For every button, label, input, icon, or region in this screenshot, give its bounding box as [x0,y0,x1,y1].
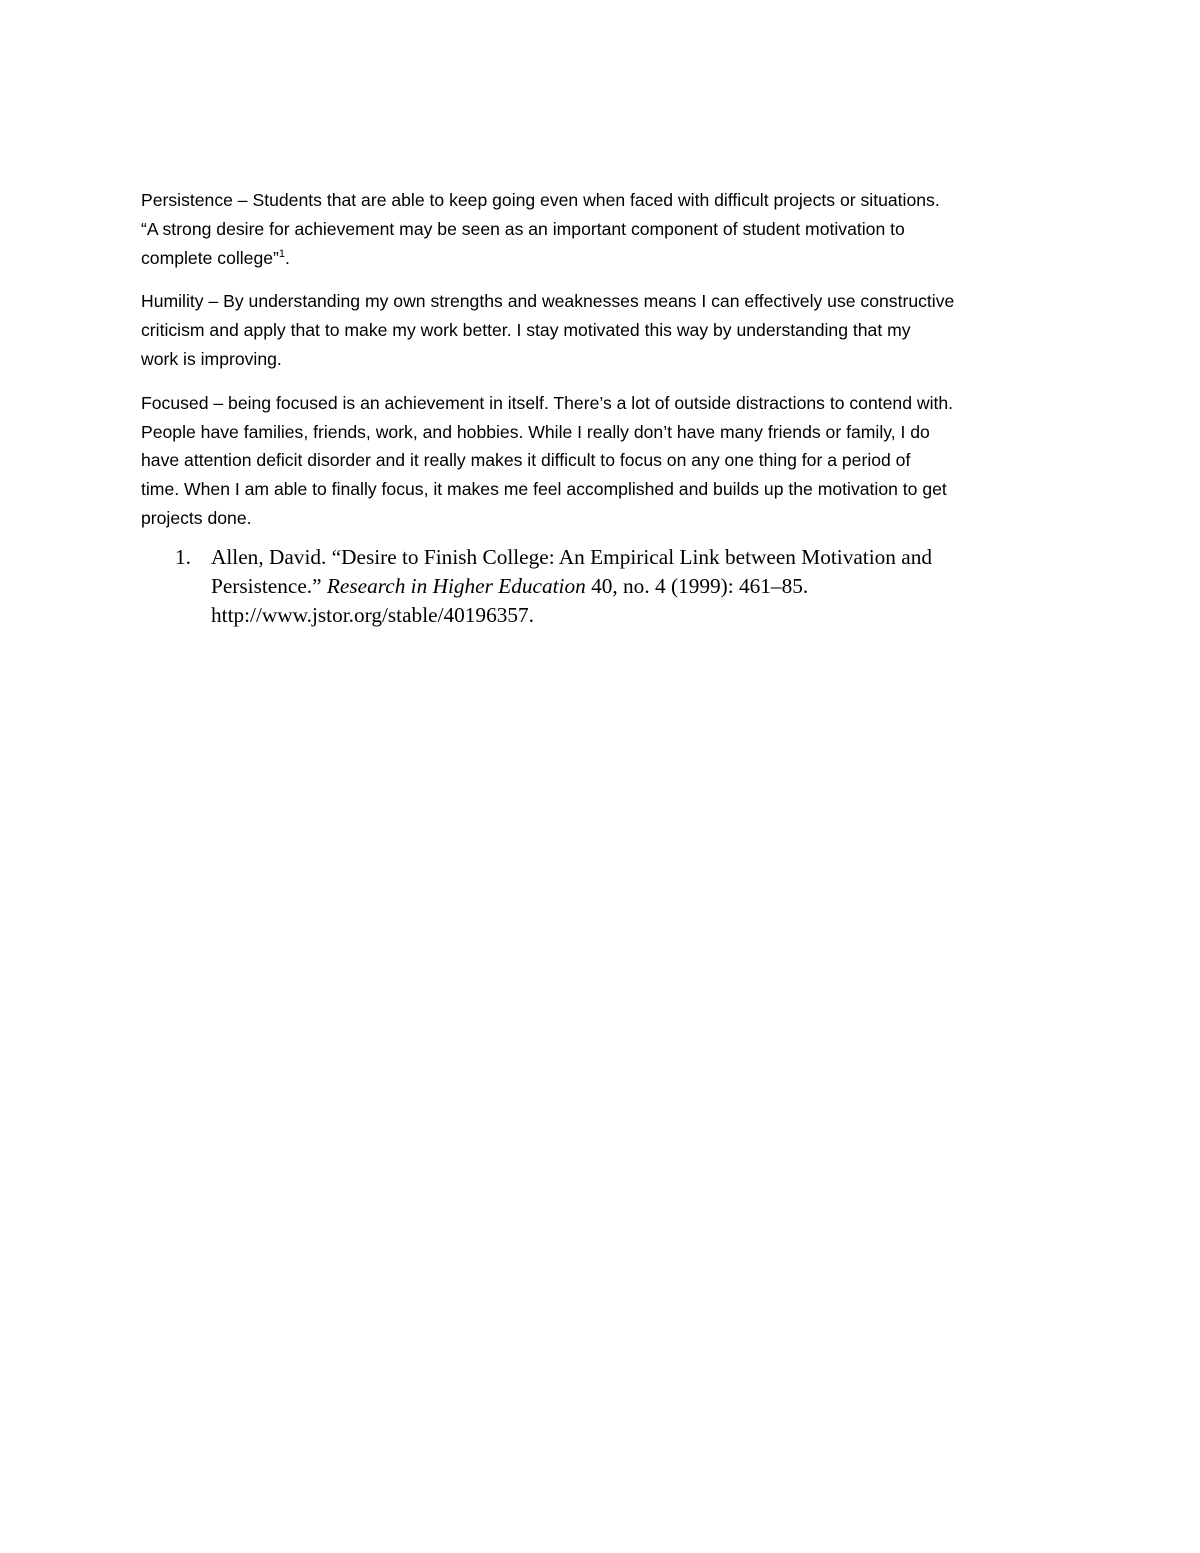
document-body [141,186,1061,548]
reference-line-2 [211,572,1055,601]
paragraph-humility [141,287,1061,373]
humility-line-2: criticism and apply that to make my work better. I stay motivated this way by understanding that my [141,320,911,341]
paragraph-persistence [141,186,1061,272]
footnote-marker: 1 [278,247,286,260]
reference-number: 1. [175,545,191,569]
humility-line-1: Humility – By understanding my own strengths and weaknesses means I can effectively use constructive [141,291,955,312]
humility-line-3: work is improving. [141,348,282,369]
reference-url-link[interactable]: http://www.jstor.org/stable/40196357. [211,603,534,627]
reference-list [175,543,1055,630]
focused-line-3: have attention deficit disorder and it really makes it difficult to focus on any one thing for a period of [141,450,911,471]
paragraph-focused [141,389,1061,533]
persistence-line-3-end: . [285,247,290,268]
reference-journal: Research in Higher Education [326,574,586,598]
reference-line-1: Allen, David. “Desire to Finish College: An Empirical Link between Motivation and [211,545,932,569]
reference-citation-details: 40, no. 4 (1999): 461–85. [585,574,809,598]
reference-title-end: Persistence.” [211,574,327,598]
focused-line-2: People have families, friends, work, and hobbies. While I really don’t have many friends or family, I do [141,421,930,442]
persistence-line-1: Persistence – Students that are able to keep going even when faced with difficult projects or situations. [141,190,940,210]
reference-item [175,543,1055,630]
focused-line-5: projects done. [141,507,252,528]
persistence-line-2: “A strong desire for achievement may be seen as an important component of student motivation to [141,218,905,239]
focused-line-4: time. When I am able to finally focus, it makes me feel accomplished and builds up the motivation to get [141,479,947,500]
persistence-line-3: complete college” [141,247,279,268]
focused-line-1: Focused – being focused is an achievement in itself. There’s a lot of outside distractions to contend with. [141,392,954,413]
